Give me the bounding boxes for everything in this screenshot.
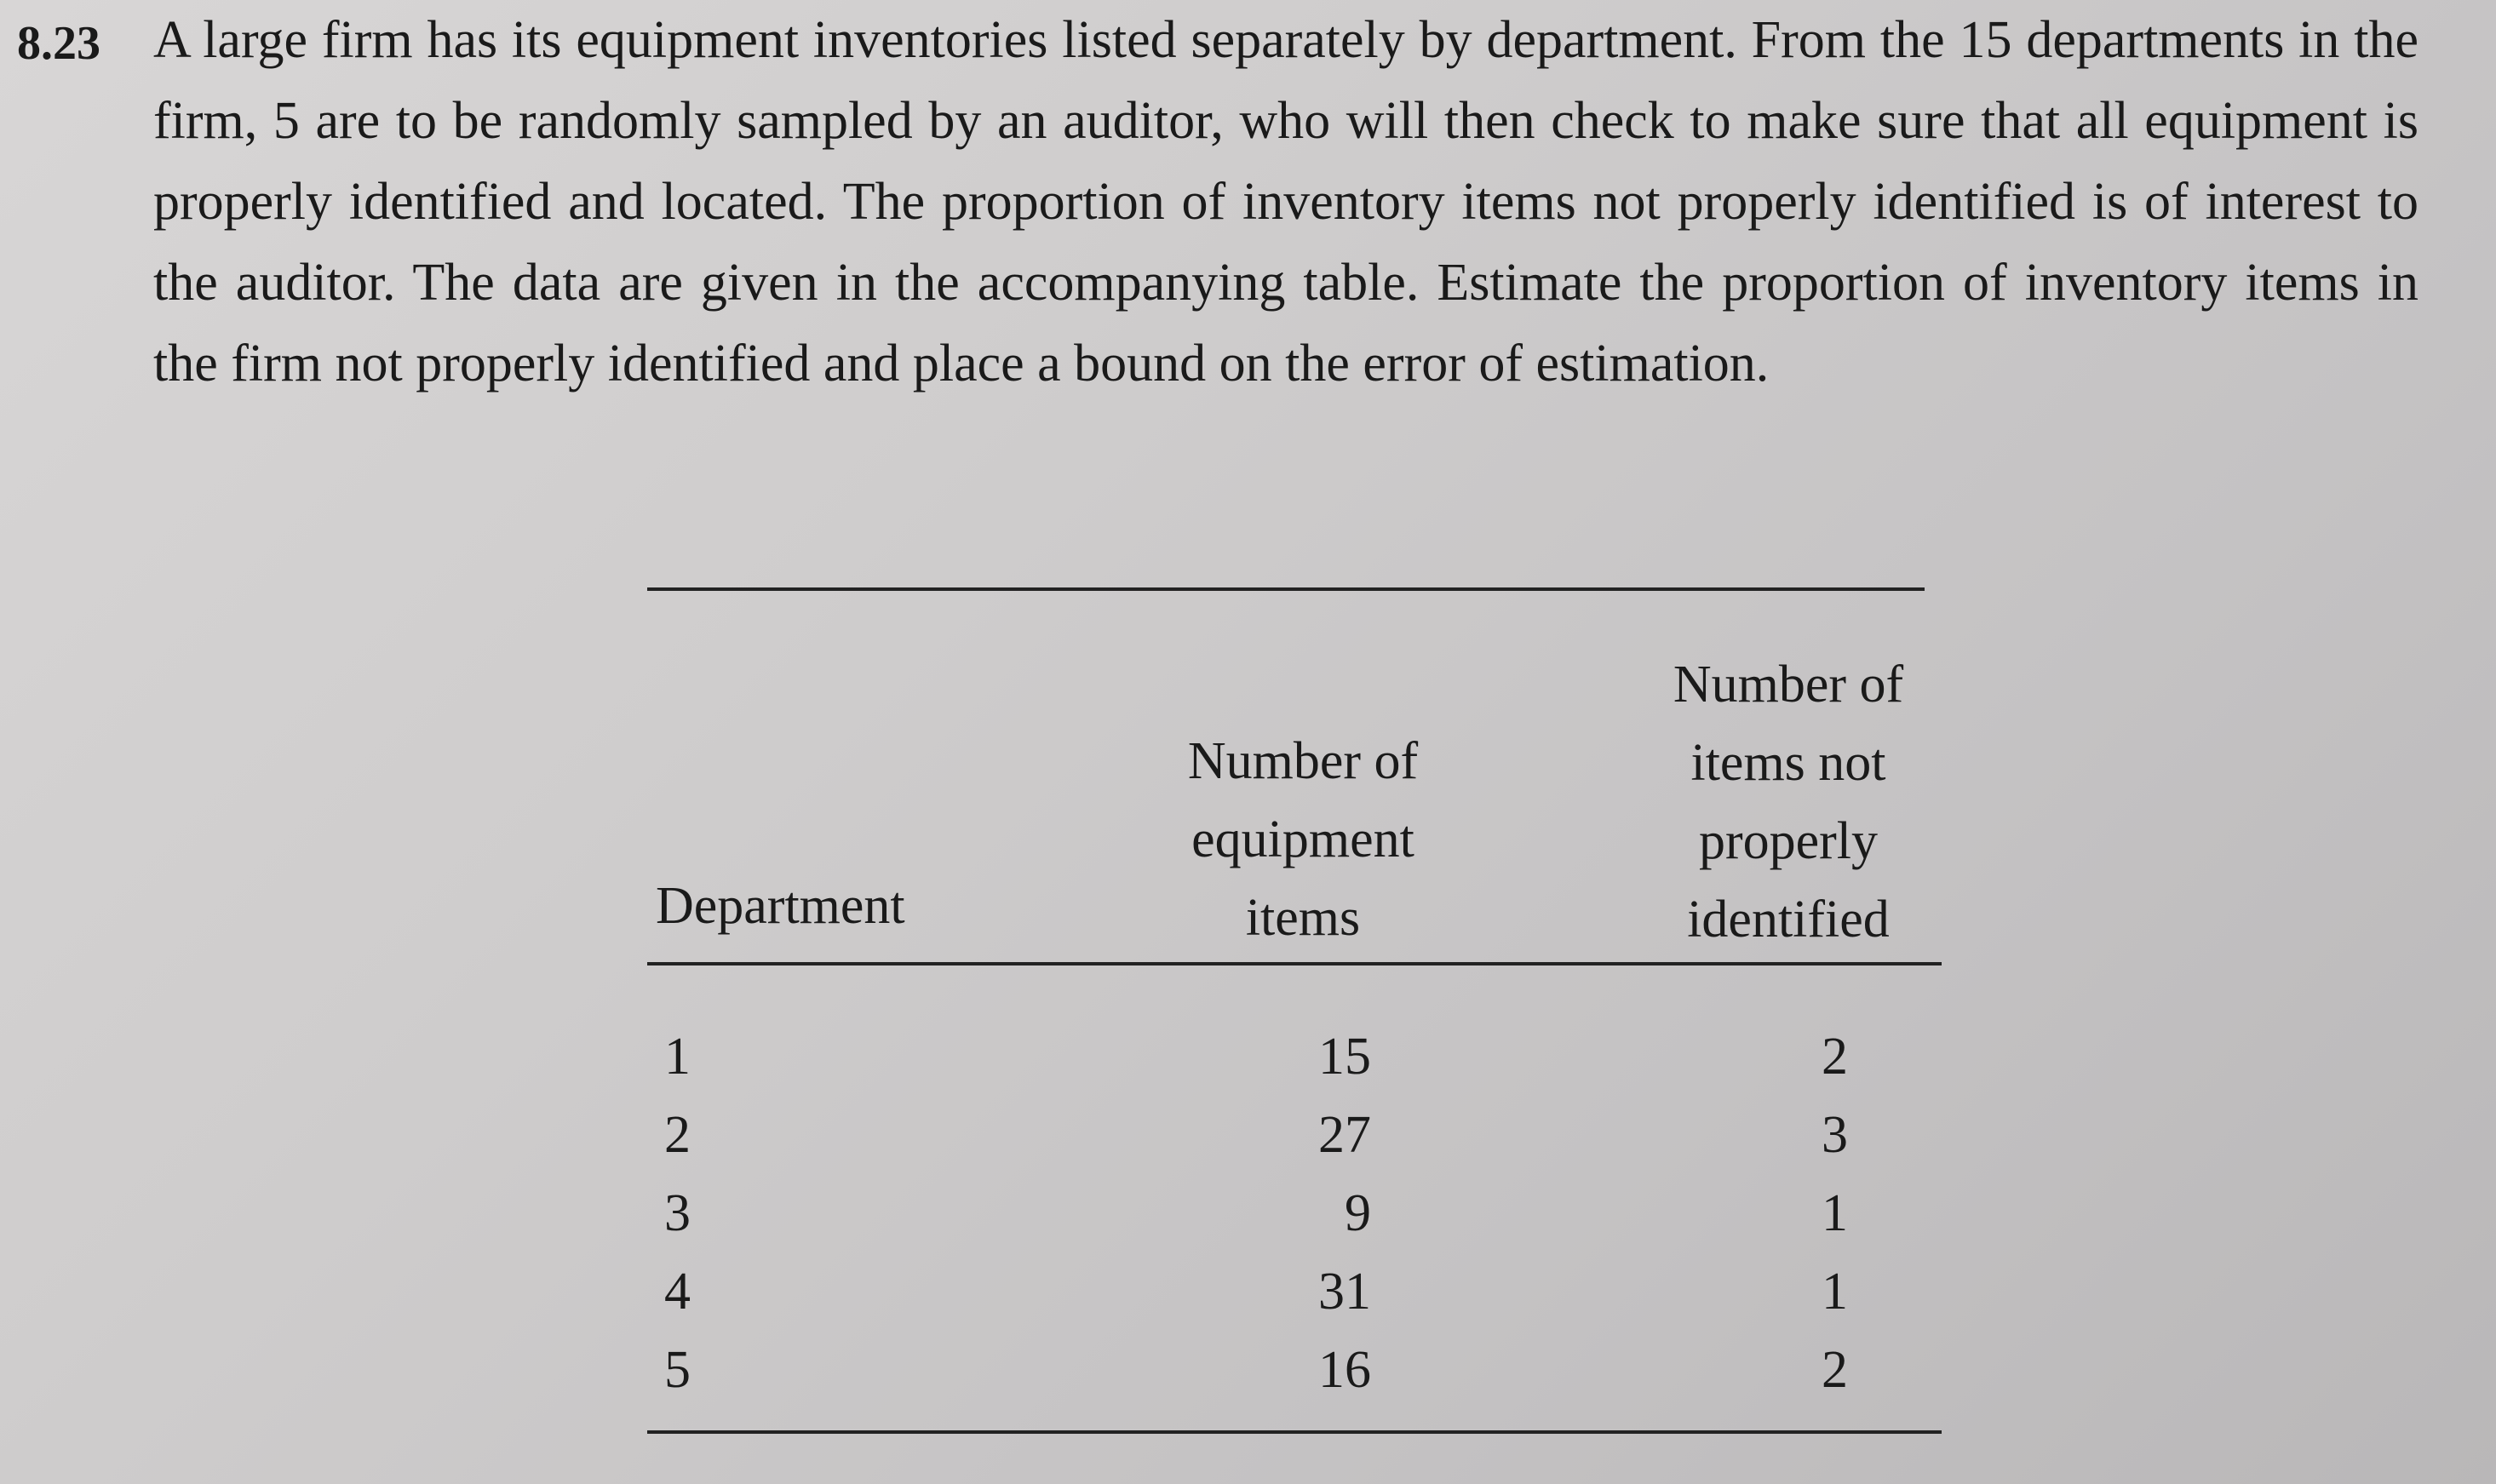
table-header-rule: [647, 962, 1942, 965]
header-equipment-line: Number of: [1187, 732, 1419, 790]
table-cell-equipment: 27: [1318, 1106, 1371, 1164]
table-cell-equipment: 15: [1318, 1028, 1371, 1086]
table-top-rule: [647, 587, 1925, 591]
table-cell-department: 1: [664, 1028, 691, 1086]
table-cell-not-identified: 1: [1822, 1184, 1848, 1242]
table-cell-not-identified: 3: [1822, 1106, 1848, 1164]
header-equipment-line: equipment: [1191, 811, 1414, 868]
column-equipment-items: [1235, 1017, 1371, 1409]
problem-text: A large firm has its equipment inventories listed separately by department. From the 15 departments in the firm, 5 are to be randomly sampled by an auditor, who will then check to make sure that all equipment is properly identified and located. The proportion of inventory items not properly identified is of interest to the auditor. The data are given in the accompanying table. Estimate the proportion of inventory items in the firm not properly identified and place a bound on the error of estimation.: [153, 11, 2419, 392]
table-cell-department: 5: [664, 1341, 691, 1399]
table-cell-equipment: 16: [1318, 1341, 1371, 1399]
table-cell-equipment: 9: [1345, 1184, 1371, 1242]
table-cell-department: 4: [664, 1263, 691, 1321]
table-cell-not-identified: 2: [1822, 1028, 1848, 1086]
header-department-label: Department: [656, 877, 905, 935]
table-cell-department: 3: [664, 1184, 691, 1242]
header-equipment-line: items: [1245, 889, 1361, 947]
column-not-properly-identified: [1746, 1017, 1848, 1409]
table-bottom-rule: [647, 1430, 1942, 1434]
table-cell-not-identified: 2: [1822, 1341, 1848, 1399]
header-notprop-line: items not: [1690, 734, 1886, 792]
header-not-properly-identified: [1609, 647, 1967, 960]
header-notprop-line: Number of: [1673, 656, 1904, 713]
header-equipment-items: [1124, 724, 1482, 959]
table-cell-not-identified: 1: [1822, 1263, 1848, 1321]
table-cell-equipment: 31: [1318, 1263, 1371, 1321]
column-department: [664, 1017, 732, 1409]
header-notprop-line: identified: [1687, 891, 1890, 948]
header-department: [656, 868, 1013, 943]
table-cell-department: 2: [664, 1106, 691, 1164]
problem-number: 8.23: [17, 17, 100, 70]
header-notprop-line: properly: [1698, 812, 1879, 870]
